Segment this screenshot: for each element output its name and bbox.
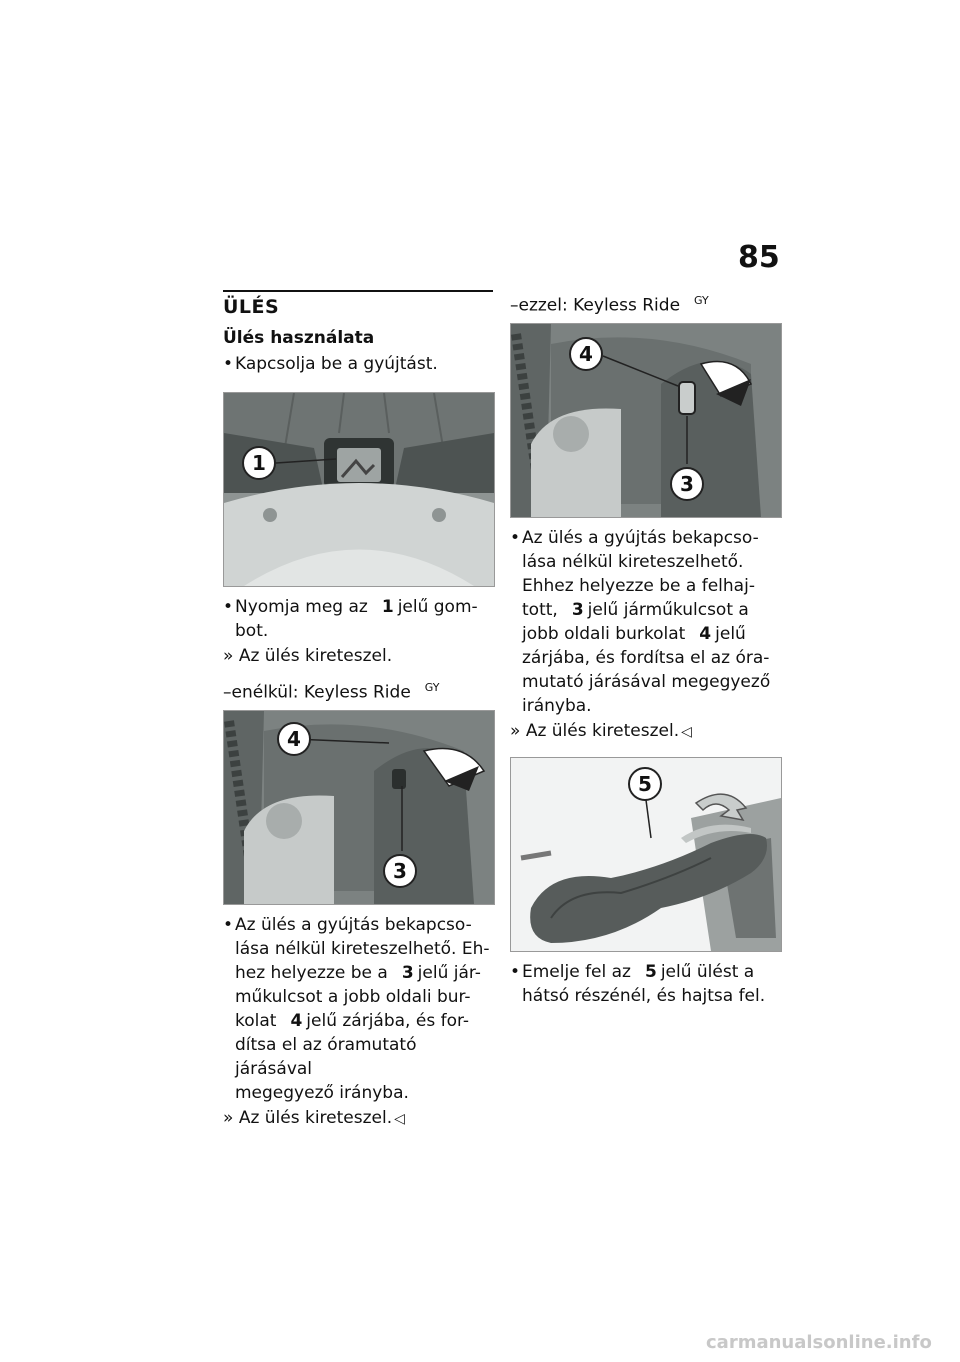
- section-rule: [223, 290, 493, 292]
- end-marker-icon: ◁: [681, 723, 692, 740]
- figure-seat-button: [223, 392, 495, 587]
- callout-1: 1: [252, 451, 266, 475]
- step-lift-seat: • Emelje fel az 5 jelű ülést a hátsó részénél, és hajtsa fel.: [510, 961, 766, 1006]
- bullet-icon: •: [510, 961, 521, 982]
- condition-with-keyless: –ezzel: Keyless Ride $^{GY}$: [510, 294, 709, 316]
- figure-lock-without-keyless: [223, 710, 495, 905]
- bullet-icon: •: [223, 597, 234, 617]
- condition-without-keyless: –enélkül: Keyless Ride $^{GY}$: [223, 681, 440, 703]
- figure-seat-lift: [510, 757, 782, 952]
- callout-4: 4: [579, 341, 593, 366]
- result-marker: »: [223, 646, 234, 666]
- result-without-keyless: » Az ülés kireteszel. ◁: [223, 1107, 405, 1128]
- seat-button-illustration: [224, 393, 494, 586]
- callout-3: 3: [393, 858, 407, 883]
- figure-lock-with-keyless: [510, 323, 782, 518]
- callout-3: 3: [680, 471, 694, 496]
- result-with-keyless: » Az ülés kireteszel. ◁: [510, 720, 692, 741]
- lock-illustration: [511, 324, 781, 517]
- left-column: [223, 290, 493, 1138]
- callout-5: 5: [638, 771, 652, 796]
- result-unlock: » Az ülés kireteszel.: [223, 646, 393, 666]
- subsection-title: Ülés használata: [223, 328, 375, 348]
- lock-illustration: [224, 711, 494, 904]
- bullet-icon: •: [223, 354, 234, 374]
- result-marker: »: [223, 1107, 234, 1128]
- bullet-icon: •: [223, 914, 234, 935]
- end-marker-icon: ◁: [394, 1110, 405, 1127]
- step-without-keyless: • Az ülés a gyújtás bekapcso- lása nélkül kireteszelhető. Eh- hez helyezze be a 3 jelű jár- műkulcsot a jobb oldali bur- kolat 4 jelű zárjába, és for- dítsa el az óramutató járásával megegyező irányba.: [223, 914, 490, 1103]
- watermark: carmanualsonline.info: [706, 1332, 932, 1353]
- callout-4: 4: [287, 726, 301, 751]
- step-with-keyless: • Az ülés a gyújtás bekapcso- lása nélkül kireteszelhető. Ehhez helyezze be a felhaj- tott, 3 jelű járműkulcsot a jobb oldali burkolat 4 jelű zárjába, és fordítsa el az óra- mutató járásával megegyező irányba.: [510, 527, 771, 716]
- step-ignition: • Kapcsolja be a gyújtást.: [223, 354, 438, 374]
- seat-lift-illustration: [511, 758, 781, 951]
- bullet-icon: •: [510, 527, 521, 548]
- page-number: 85: [738, 240, 780, 275]
- section-title: ÜLÉS: [223, 296, 280, 318]
- right-column: [510, 290, 780, 1010]
- result-marker: »: [510, 720, 521, 741]
- step-press-button: • Nyomja meg az 1 jelű gom- bot.: [223, 597, 478, 641]
